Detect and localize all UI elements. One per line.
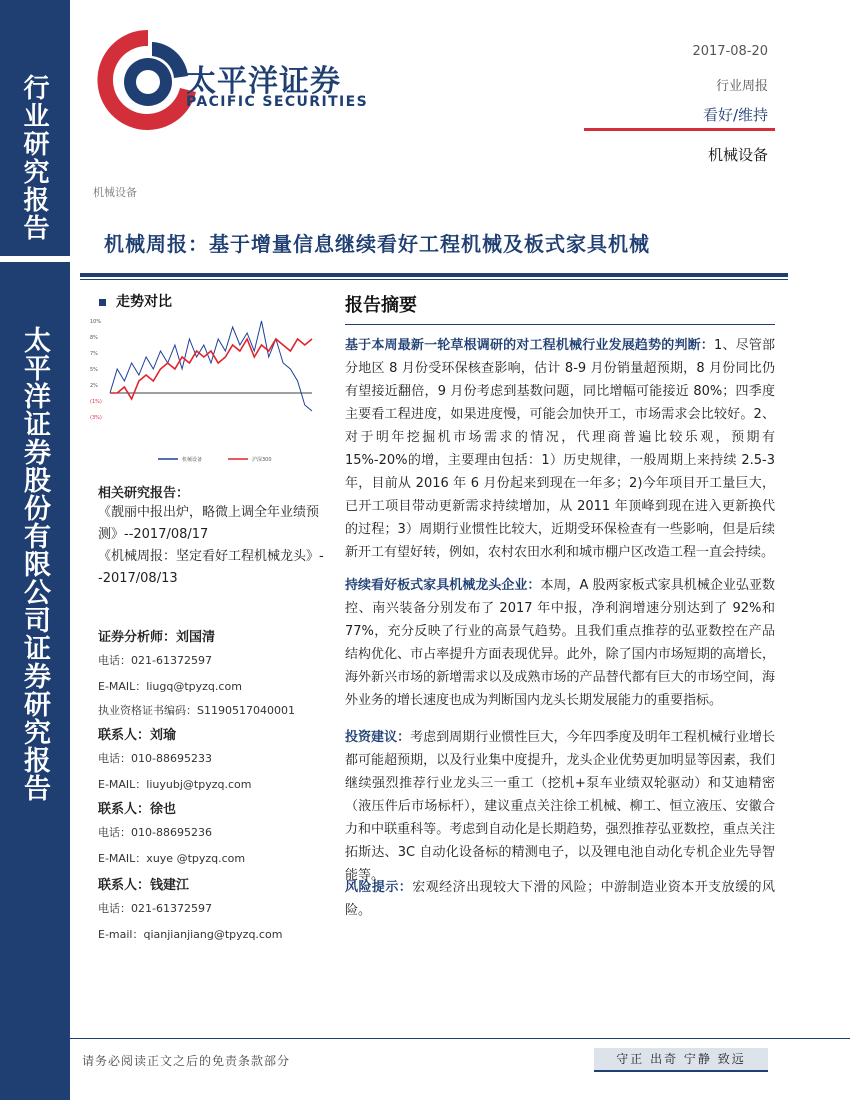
y-tick-label: (1%) (90, 399, 102, 405)
paragraph-body: 考虑到周期行业惯性巨大，今年四季度及明年工程机械行业增长都可能超预期，以及行业集中度提升，龙头企业优势更加明显等因素，我们继续强烈推荐行业龙头三一重工（挖机+泵车业绩双轮驱动）和艾迪精密（液压件后市场标杆），建议重点关注徐工机械、柳工、恒立液压、安徽合力和中联重科等。考虑到自动化是长期趋势，强烈推荐弘亚数控，重点关注拓斯达、3C 自动化设备标的精测电子，以及锂电池自动化专机企业先导智能等。 (345, 730, 775, 883)
summary-paragraph-4 (345, 876, 775, 922)
paragraph-body: 本周，A 股两家板式家具机械企业弘亚数控、南兴装备分别发布了 2017 年中报，净利润增速分别达到了 92%和 77%，充分反映了行业的高景气趋势。且我们重点推荐的弘亚数控在产品结构优化、市占率提升方面表现优异。此外，除了国内市场短期的高增长，海外新兴市场的新增需求以及成熟市场的产品替代都有巨大的市场空间，海外业务的增长速度也成为判断国内龙头长期发展能力的重要指标。 (345, 578, 775, 708)
footer-motto: 守正 出奇 宁静 致远 (594, 1048, 768, 1072)
paragraph-lead: 基于本周最新一轮草根调研的对工程机械行业发展趋势的判断： (345, 338, 714, 353)
left-band (0, 0, 70, 1100)
analyst-title: 证券分析师：刘国清 (98, 630, 216, 645)
logo-name-cn: 太平洋证券 (186, 64, 341, 99)
legend-label: 机械设备 (182, 457, 203, 463)
y-tick-label: (3%) (90, 415, 102, 421)
footer-disclaimer: 请务必阅读正文之后的免责条款部分 (82, 1054, 291, 1068)
summary-paragraph-3 (345, 726, 775, 887)
contact-phone: 电话：010-88695233 (98, 752, 212, 765)
contact-phone: 电话：021-61372597 (98, 902, 212, 915)
contact-title: 联系人：钱建江 (98, 878, 190, 893)
y-tick-label: 2% (90, 383, 98, 389)
title-rule-thin (80, 279, 788, 280)
related-heading: 相关研究报告： (98, 486, 190, 501)
trend-heading-text: 走势对比 (116, 294, 172, 310)
series-line (110, 339, 312, 399)
paragraph-lead: 风险提示： (345, 880, 413, 895)
paragraph-lead: 持续看好板式家具机械龙头企业： (345, 578, 541, 593)
report-type: 行业周报 (715, 79, 768, 94)
sidebar-top-label: 行业研究报告 (19, 74, 49, 242)
analyst-cert: 执业资格证书编码：S1190517040001 (98, 704, 295, 717)
related-item: 《靓丽中报出炉，略微上调全年业绩预测》--2017/08/17 (98, 505, 320, 542)
logo-name-en: PACIFIC SECURITIES (186, 94, 369, 110)
y-tick-label: 8% (90, 335, 98, 341)
trend-chart (88, 315, 316, 467)
y-tick-label: 10% (90, 319, 102, 325)
y-tick-label: 7% (90, 351, 98, 357)
industry-label: 机械设备 (707, 146, 768, 164)
rating: 看好/维持 (702, 106, 768, 124)
legend-label: 沪深300 (252, 457, 272, 463)
related-item: 《机械周报：坚定看好工程机械龙头》--2017/08/13 (98, 549, 324, 586)
paragraph-body: 1、尽管部分地区 8 月份受环保核查影响，估计 8-9 月份销量超预期，8 月份同比仍有望接近翻倍，9 月份考虑到基数问题，同比增幅可能接近 80%；四季度主要看工程进度，如果进度慢，可能会加快开工，市场需求会比较好。2、对于明年挖掘机市场需求的情况，代理商普遍比较乐观，预期有 15%-20%的增，主要理由包括：1）历史规律，一般周期上来持续 2.5-3 年，目前从 2016 年 6 月份起来到现在一年多；2)今年项目开工量巨大，已开工项目带动更新需求持续增加，从 2011 年顶峰到现在进入更新换代的过程；3）周期行业惯性比较大，近期受环保检查有一些影响，但是后续新开工有望好转，例如，农村农田水利和城市棚户区改造工程一直会持续。 (345, 338, 775, 560)
paragraph-lead: 投资建议： (345, 730, 411, 745)
title-rule (80, 273, 788, 277)
contact-title: 联系人：刘瑜 (98, 728, 177, 743)
trend-heading (99, 291, 172, 311)
series-line (110, 321, 312, 411)
y-tick-label: 5% (90, 367, 98, 373)
contact-phone: 电话：010-88695236 (98, 826, 212, 839)
analyst-phone: 电话：021-61372597 (98, 654, 212, 667)
summary-paragraph-2 (345, 574, 775, 712)
summary-paragraph-1 (345, 334, 775, 564)
square-bullet-icon (99, 299, 106, 306)
analyst-email: E-MAIL：liugq@tpyzq.com (98, 680, 242, 693)
contact-email: E-MAIL：xuye @tpyzq.com (98, 852, 246, 865)
paragraph-body: 宏观经济出现较大下滑的风险；中游制造业资本开支放缓的风险。 (345, 880, 775, 918)
page-title: 机械周报：基于增量信息继续看好工程机械及板式家具机械 (104, 232, 650, 256)
footer-rule (70, 1038, 850, 1039)
sidebar-bottom-label: 太平洋证券股份有限公司证券研究报告 (19, 326, 50, 802)
summary-rule (345, 324, 775, 325)
contact-email: E-MAIL：liuyubj@tpyzq.com (98, 778, 252, 791)
contact-title: 联系人：徐也 (98, 802, 177, 817)
summary-heading: 报告摘要 (345, 295, 417, 316)
report-date: 2017-08-20 (692, 44, 768, 59)
category-label: 机械设备 (93, 186, 137, 199)
header-red-rule (584, 128, 775, 131)
contact-email: E-mail：qianjianjiang@tpyzq.com (98, 928, 283, 941)
